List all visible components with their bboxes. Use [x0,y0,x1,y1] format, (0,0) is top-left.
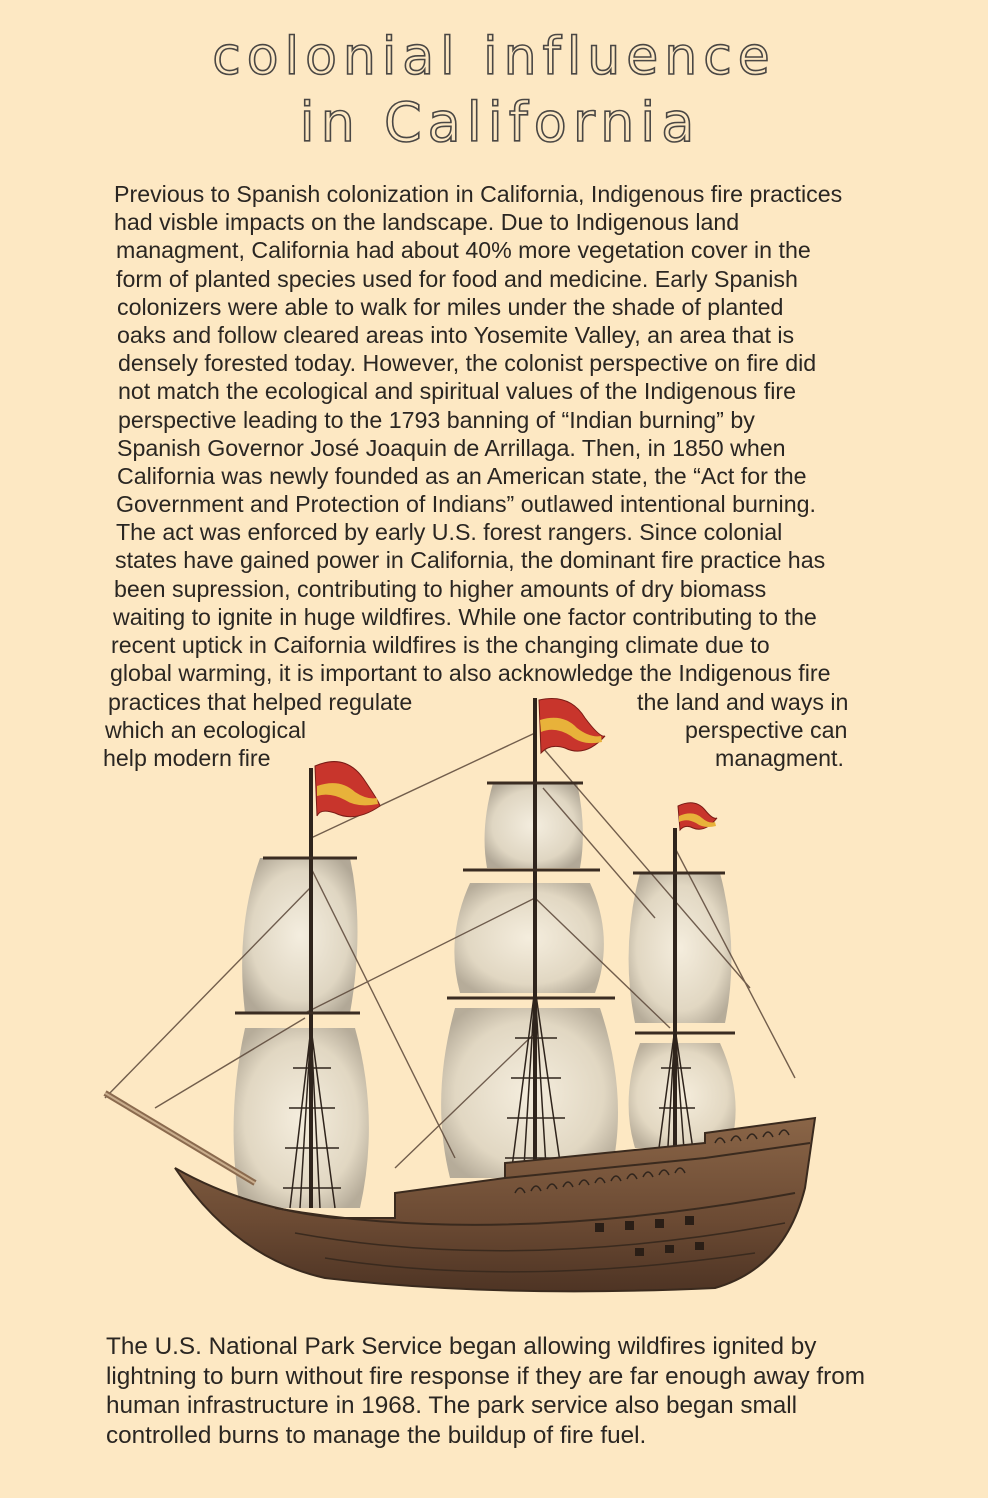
footer-line: human infrastructure in 1968. The park service also began small [106,1392,798,1419]
wrap-line-left: practices that helped regulate [108,689,413,715]
body-line: states have gained power in California, the dominant fire practice has [115,547,826,574]
body-line: not match the ecological and spiritual values of the Indigenous fire [118,378,797,405]
body-line: recent uptick in Caifornia wildfires is the changing climate due to [111,632,770,658]
body-line: The act was enforced by early U.S. forest rangers. Since colonial [116,519,783,546]
body-line: densely forested today. However, the colonist perspective on fire did [118,350,817,377]
wrap-line-right: the land and ways in [637,689,849,715]
wrap-line-right: perspective can [685,717,848,743]
body-line: colonizers were able to walk for miles under the shade of planted [117,293,784,320]
body-line: waiting to ignite in huge wildfires. While one factor contributing to the [113,603,817,630]
wrap-line-left: help modern fire [103,745,271,771]
wrap-line-left: which an ecological [105,717,307,743]
body-line: California was newly founded as an American state, the “Act for the [117,462,807,489]
body-line: oaks and follow cleared areas into Yosemite Valley, an area that is [117,321,795,348]
sails [234,783,736,1208]
body-line: perspective leading to the 1793 banning of “Indian burning” by [118,406,755,433]
body-line: been supression, contributing to higher amounts of dry biomass [114,575,767,602]
footer-paragraph [106,1332,926,1450]
body-line: Spanish Governor José Joaquin de Arrillaga. Then, in 1850 when [117,434,786,461]
galleon-illustration [95,688,835,1298]
body-line: global warming, it is important to also acknowledge the Indigenous fire [110,660,831,687]
page-title [0,24,988,156]
body-line: managment, California had about 40% more vegetation cover in the [116,237,811,264]
bowsprit [105,1093,255,1183]
body-line: Previous to Spanish colonization in California, Indigenous fire practices [114,181,843,207]
footer-line: controlled burns to manage the buildup of fire fuel. [106,1421,647,1449]
wrap-line-right: managment. [715,745,844,771]
title-line-2: in California [299,91,701,154]
title-line-1: colonial influence [212,27,776,87]
footer-line: The U.S. National Park Service began allowing wildfires ignited by [106,1333,817,1360]
footer-line: lightning to burn without fire response if they are far enough away from [106,1362,866,1390]
body-line: had visble impacts on the landscape. Due to Indigenous land [114,209,740,236]
body-paragraph [108,180,878,687]
body-line: form of planted species used for food and medicine. Early Spanish [116,265,798,292]
body-line: Government and Protection of Indians” outlawed intentional burning. [116,491,816,518]
